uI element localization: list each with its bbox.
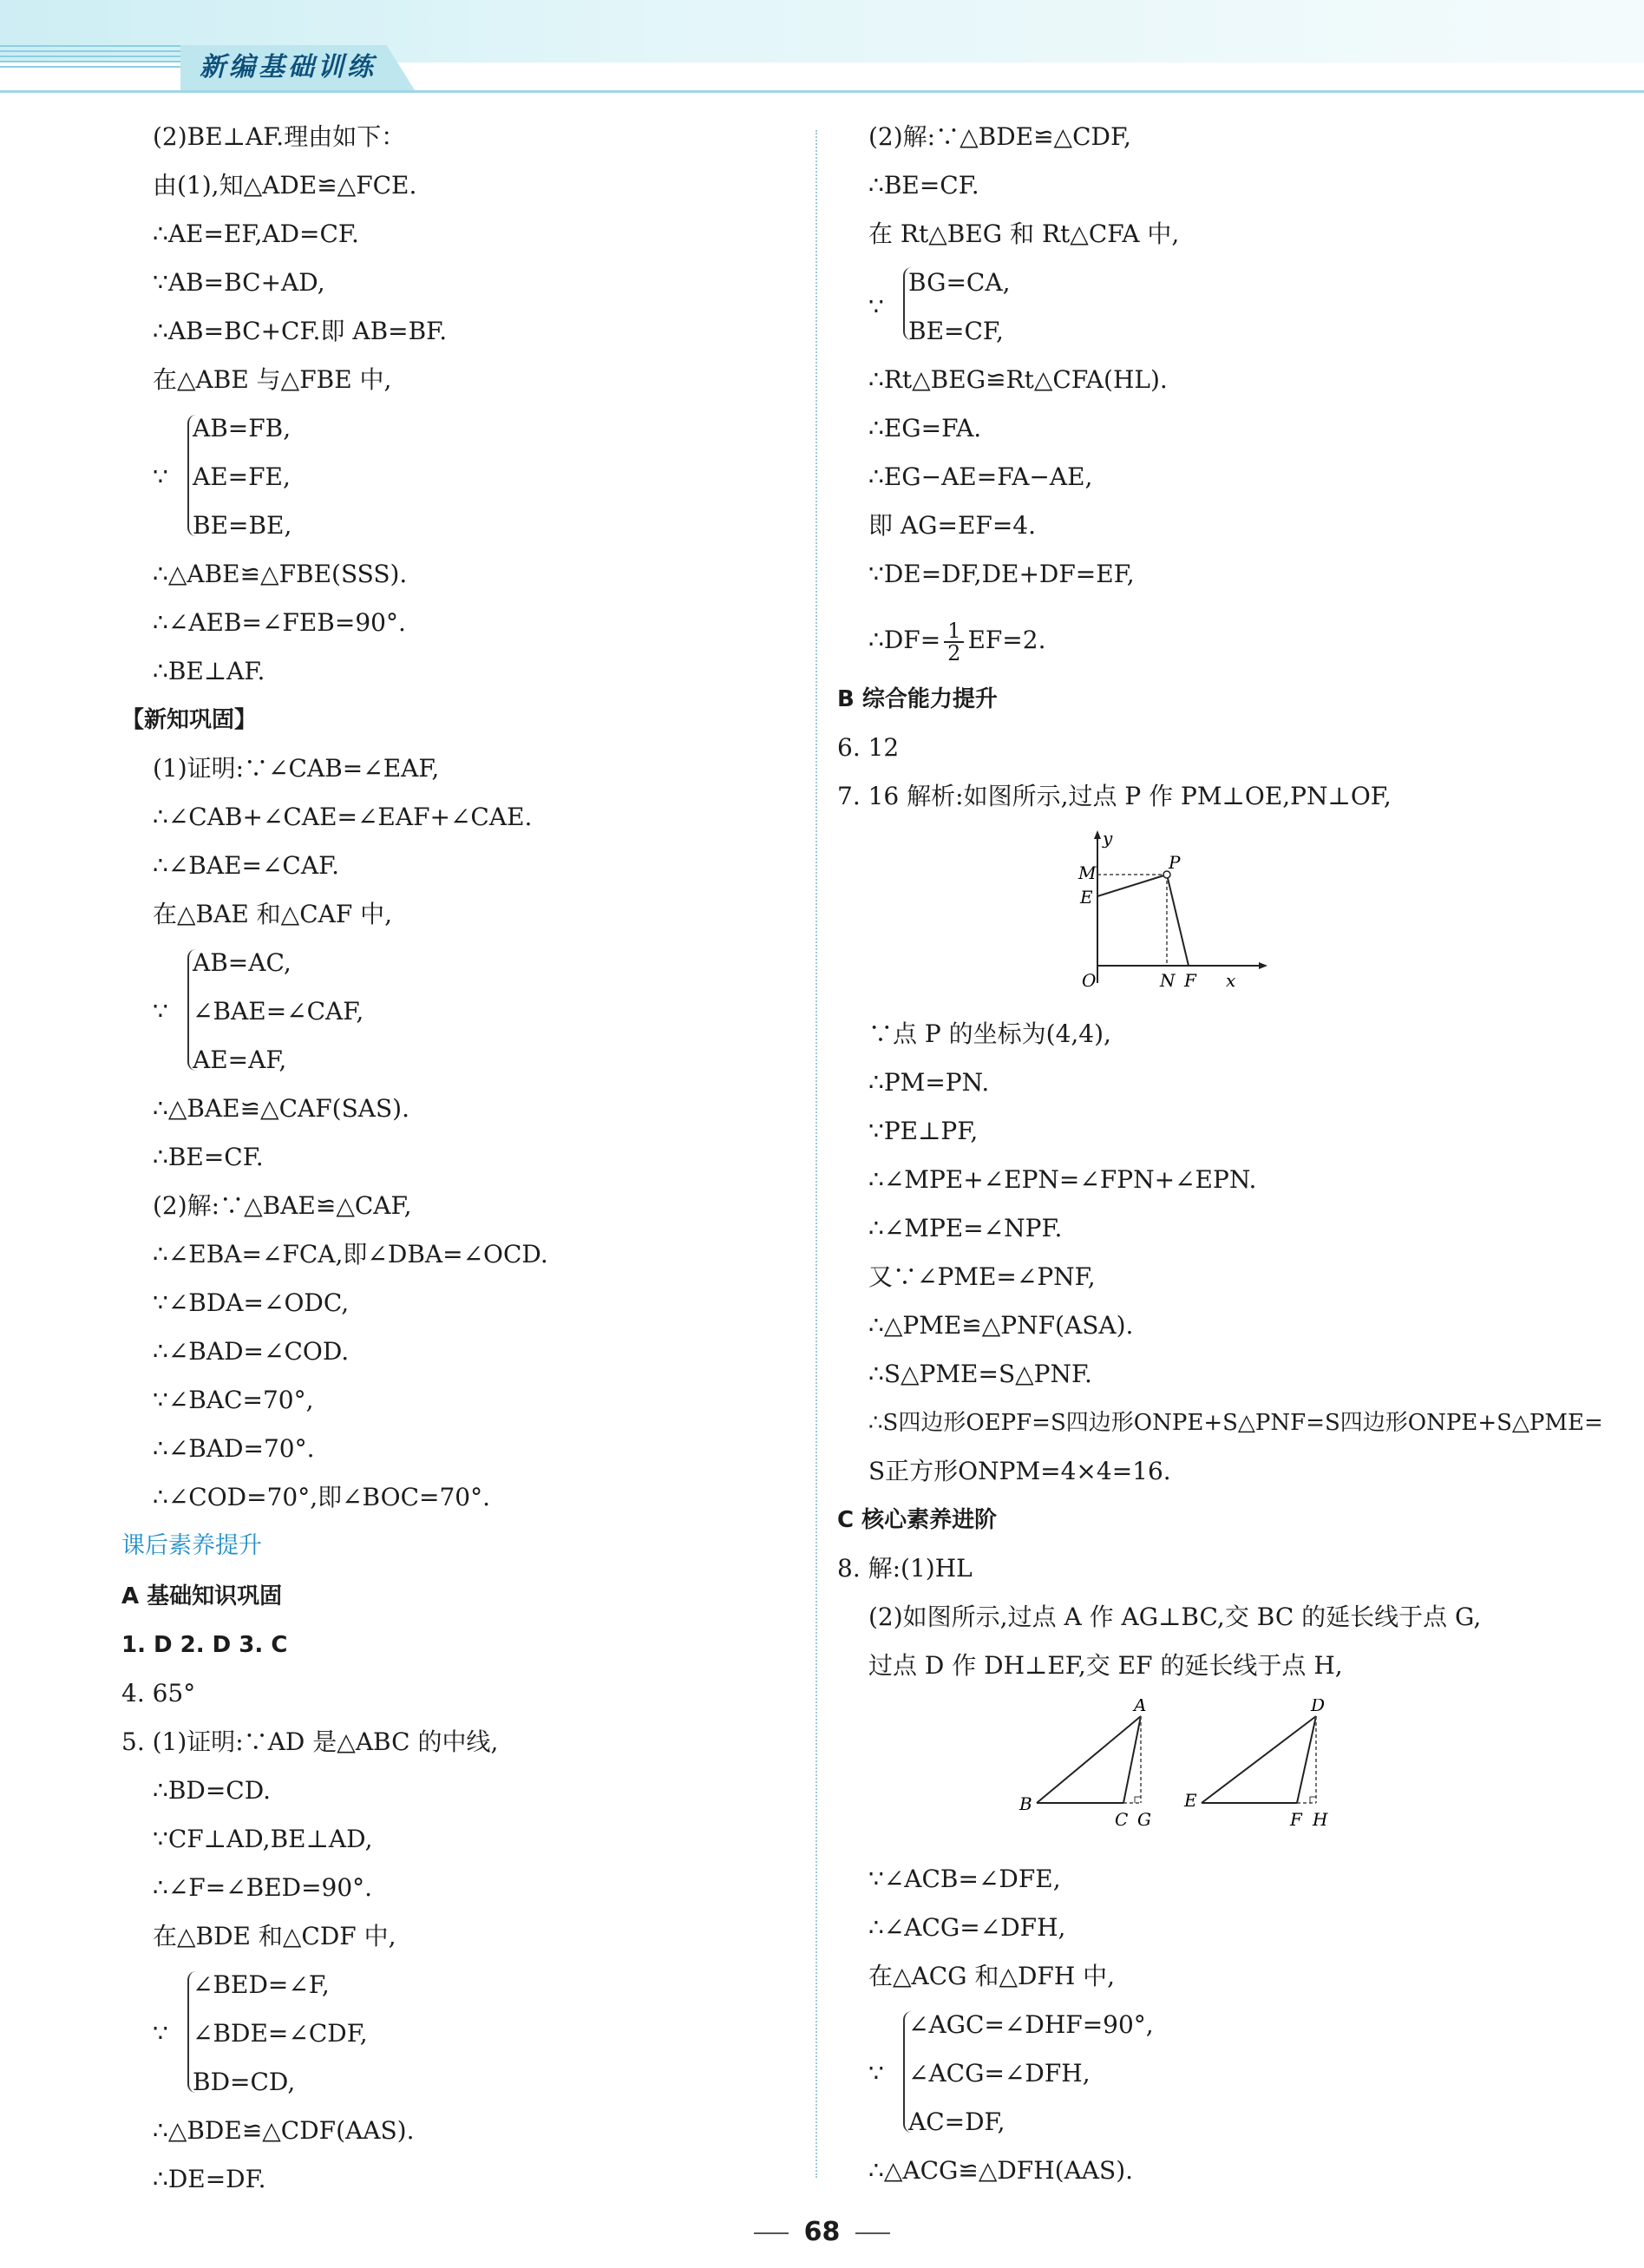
text-line: AB=FB, <box>193 414 291 442</box>
text-line: AE=AF, <box>193 1046 287 1074</box>
text-line: S正方形ONPM=4×4=16. <box>868 1457 1171 1485</box>
label-f: F <box>1184 970 1196 991</box>
text-line: ∴S△PME=S△PNF. <box>868 1360 1092 1388</box>
text-line: ∴BE=CF. <box>868 171 979 200</box>
fraction-line <box>868 614 1045 666</box>
answer-line: 1. D 2. D 3. C <box>121 1632 288 1658</box>
page-number <box>0 2217 1644 2247</box>
text-line: ∴△BDE≌△CDF(AAS). <box>153 2116 415 2145</box>
text-line: (2)解:∵△BAE≌△CAF, <box>153 1191 412 1220</box>
text-line: ∴△BAE≌△CAF(SAS). <box>153 1094 409 1123</box>
text-line: ∴∠ACG=∠DFH, <box>868 1913 1066 1942</box>
text-line: 又∵∠PME=∠PNF, <box>868 1262 1096 1291</box>
text-line: ∴∠F=∠BED=90°. <box>153 1873 373 1902</box>
text-line: 在△ABE 与△FBE 中, <box>153 365 392 394</box>
label-y: y <box>1103 828 1113 849</box>
text-segment: EF=2. <box>967 626 1046 654</box>
segment-ep <box>1097 875 1167 896</box>
text-line: ∴BD=CD. <box>153 1776 272 1805</box>
section-heading: B 综合能力提升 <box>837 686 998 712</box>
fraction-one-half <box>944 620 964 664</box>
text-line: ∴EG=FA. <box>868 414 982 442</box>
label-e: E <box>1184 1790 1197 1811</box>
x-axis-arrow <box>1259 962 1267 969</box>
text-line: (1)证明:∵∠CAB=∠EAF, <box>153 754 440 783</box>
header-divider <box>0 90 1644 93</box>
because-symbol: ∵ <box>153 2019 168 2048</box>
text-line: AB=AC, <box>193 948 291 977</box>
text-line: ∴∠BAE=∠CAF. <box>153 851 340 880</box>
coordinate-figure <box>1071 827 1271 1000</box>
text-line: ∴AE=EF,AD=CF. <box>153 220 359 248</box>
page-number-dash-right <box>855 2232 890 2234</box>
text-line: 在△BDE 和△CDF 中, <box>153 1922 396 1950</box>
label-e: E <box>1080 887 1093 908</box>
label-n: N <box>1160 970 1176 991</box>
text-line: ∴∠MPE=∠NPF. <box>868 1214 1063 1242</box>
text-line: ∵PE⊥PF, <box>868 1117 979 1145</box>
because-symbol: ∵ <box>153 997 168 1026</box>
text-line: ∴PM=PN. <box>868 1068 990 1097</box>
text-line: BE=BE, <box>193 511 292 540</box>
text-line: (2)解:∵△BDE≌△CDF, <box>868 122 1131 151</box>
text-line: BG=CA, <box>908 268 1011 297</box>
text-line: BE=CF, <box>908 317 1004 345</box>
fraction-denominator: 2 <box>947 640 961 665</box>
column-divider <box>815 130 817 2178</box>
y-axis-arrow <box>1094 830 1101 839</box>
text-line: ∵AB=BC+AD, <box>153 268 325 297</box>
text-line: (2)如图所示,过点 A 作 AG⊥BC,交 BC 的延长线于点 G, <box>868 1603 1482 1631</box>
text-line: ∴BE=CF. <box>153 1143 264 1171</box>
text-line: AC=DF, <box>908 2107 1005 2136</box>
page-number-value: 68 <box>803 2217 841 2247</box>
text-line: ∴EG−AE=FA−AE, <box>868 462 1093 491</box>
answer-line: 6. 12 <box>837 733 900 762</box>
text-line: ∴∠CAB+∠CAE=∠EAF+∠CAE. <box>153 803 533 831</box>
text-line: ∴△ABE≌△FBE(SSS). <box>153 560 408 588</box>
text-line: ∵∠ACB=∠DFE, <box>868 1865 1061 1893</box>
label-g: G <box>1137 1809 1151 1830</box>
text-line: ∴△PME≌△PNF(ASA). <box>868 1311 1134 1340</box>
segment-pf <box>1167 875 1189 966</box>
text-line: ∵∠BAC=70°, <box>153 1386 314 1414</box>
text-line: BD=CD, <box>193 2068 296 2096</box>
label-p: P <box>1169 852 1181 873</box>
text-line: ∠ACG=∠DFH, <box>908 2059 1091 2088</box>
text-line: 在△ACG 和△DFH 中, <box>868 1962 1116 1990</box>
because-symbol: ∵ <box>868 292 884 321</box>
fraction-numerator: 1 <box>944 620 964 643</box>
text-line: 过点 D 作 DH⊥EF,交 EF 的延长线于点 H, <box>868 1651 1343 1680</box>
text-line: ∴△ACG≌△DFH(AAS). <box>868 2156 1134 2185</box>
segment-de <box>1202 1716 1316 1803</box>
text-line: AE=FE, <box>193 462 291 491</box>
text-line: ∵∠BDA=∠ODC, <box>153 1288 350 1317</box>
label-h: H <box>1313 1809 1328 1830</box>
section-heading-blue: 课后素养提升 <box>121 1532 262 1559</box>
text-line: ∴∠AEB=∠FEB=90°. <box>153 608 406 637</box>
text-line: ∵点 P 的坐标为(4,4), <box>868 1019 1111 1048</box>
section-heading: A 基础知识巩固 <box>121 1583 283 1609</box>
section-heading: 【新知巩固】 <box>121 707 258 733</box>
section-heading: C 核心素养进阶 <box>837 1507 998 1533</box>
text-line: 在 Rt△BEG 和 Rt△CFA 中, <box>868 220 1180 248</box>
text-line: 5. (1)证明:∵AD 是△ABC 的中线, <box>121 1727 499 1756</box>
text-line: ∵CF⊥AD,BE⊥AD, <box>153 1825 373 1853</box>
text-line: 在△BAE 和△CAF 中, <box>153 900 393 928</box>
label-a: A <box>1134 1699 1147 1715</box>
text-line: ∴Rt△BEG≌Rt△CFA(HL). <box>868 365 1168 394</box>
page-number-dash-left <box>754 2232 789 2234</box>
triangles-figure <box>1011 1699 1375 1838</box>
text-line: 即 AG=EF=4. <box>868 511 1036 540</box>
text-line: ∠AGC=∠DHF=90°, <box>908 2010 1154 2039</box>
label-b: B <box>1019 1793 1032 1814</box>
because-symbol: ∵ <box>153 462 168 491</box>
text-line: ∴AB=BC+CF.即 AB=BF. <box>153 317 448 345</box>
text-line: ∠BED=∠F, <box>193 1970 330 1999</box>
text-line: ∴DE=DF. <box>153 2165 266 2193</box>
because-symbol: ∵ <box>868 2059 884 2088</box>
text-line: (2)BE⊥AF.理由如下： <box>153 122 406 151</box>
right-angle-g <box>1135 1797 1141 1803</box>
label-d: D <box>1311 1699 1326 1715</box>
right-angle-h <box>1310 1797 1316 1803</box>
label-f: F <box>1290 1809 1302 1830</box>
text-line: ∠BDE=∠CDF, <box>193 2019 368 2048</box>
text-line: 7. 16 解析:如图所示,过点 P 作 PM⊥OE,PN⊥OF, <box>837 782 1392 810</box>
label-m: M <box>1078 862 1097 883</box>
text-line: ∵DE=DF,DE+DF=EF, <box>868 560 1135 588</box>
text-line: ∴∠EBA=∠FCA,即∠DBA=∠OCD. <box>153 1240 548 1268</box>
text-line: ∴∠BAD=∠COD. <box>153 1337 350 1366</box>
book-title: 新编基础训练 <box>200 52 377 82</box>
text-line: ∴∠COD=70°,即∠BOC=70°. <box>153 1483 491 1511</box>
label-x: x <box>1226 970 1236 991</box>
text-line: 8. 解:(1)HL <box>837 1554 973 1583</box>
text-line: ∴BE⊥AF. <box>153 657 265 685</box>
label-c: C <box>1115 1809 1129 1830</box>
text-line: ∴∠BAD=70°. <box>153 1434 315 1463</box>
answer-line: 4. 65° <box>121 1679 196 1708</box>
header-stripes-decoration <box>0 45 182 71</box>
text-line: 由(1),知△ADE≌△FCE. <box>153 171 417 200</box>
label-o: O <box>1082 970 1097 991</box>
text-line: ∴S四边形OEPF=S四边形ONPE+S△PNF=S四边形ONPE+S△PME= <box>868 1410 1603 1436</box>
text-line: ∴∠MPE+∠EPN=∠FPN+∠EPN. <box>868 1165 1257 1194</box>
text-line: ∠BAE=∠CAF, <box>193 997 364 1026</box>
text-segment: ∴DF= <box>868 626 941 654</box>
